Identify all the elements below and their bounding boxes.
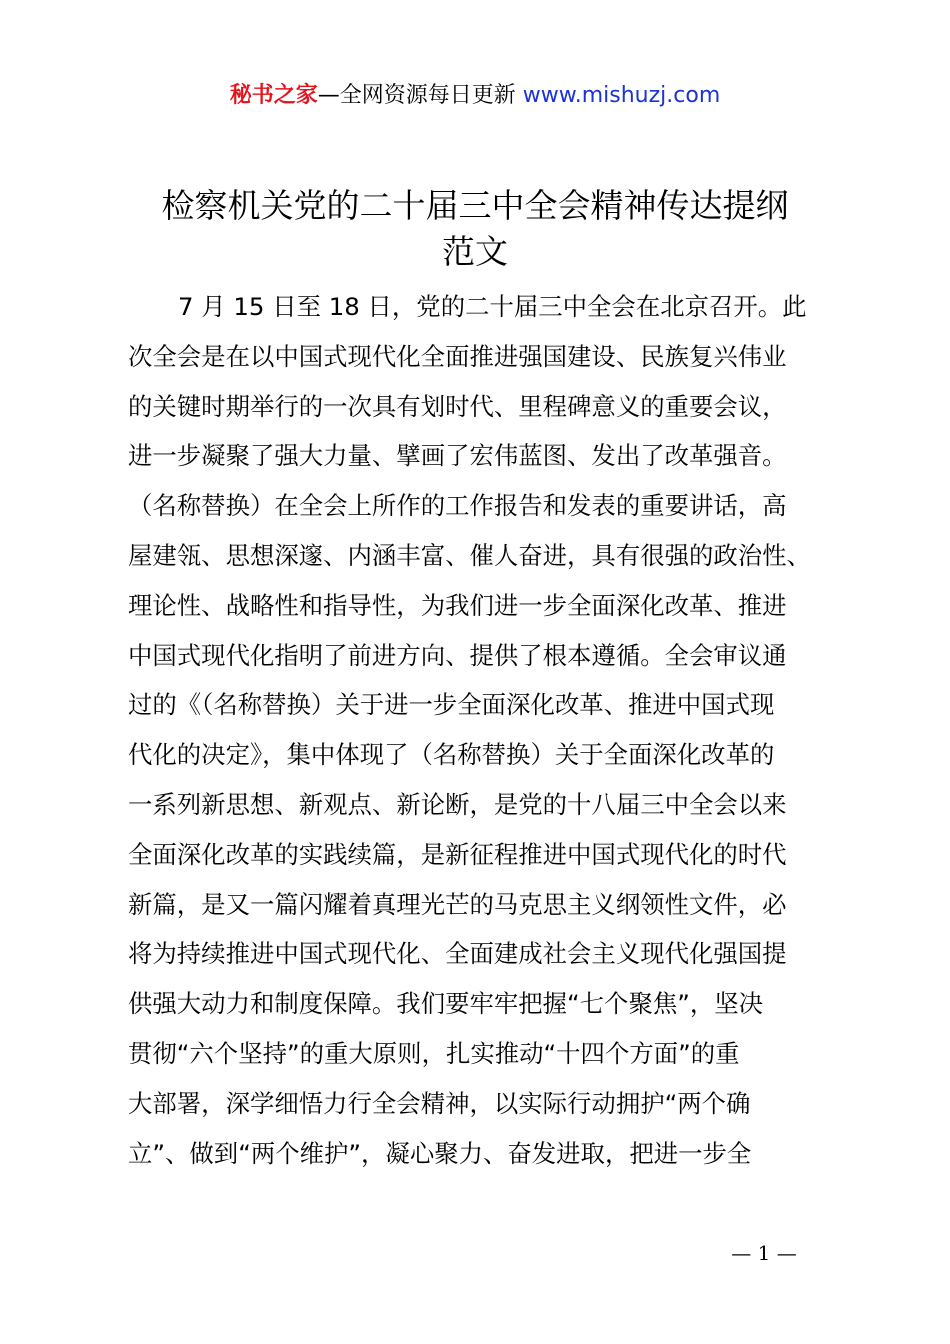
body-line: 的关键时期举行的一次具有划时代、里程碑意义的重要会议， (128, 391, 787, 421)
body-line: 过的《（名称替换）关于进一步全面深化改革、推进中国式现 (128, 690, 775, 720)
document-title (0, 183, 950, 275)
body-line: 7 月 15 日至 18 日，党的二十届三中全会在北京召开。此 (178, 292, 807, 321)
body-line: 新篇，是又一篇闪耀着真理光芒的马克思主义纲领性文件，必 (128, 889, 787, 919)
body-line: 中国式现代化指明了前进方向、提供了根本遵循。全会审议通 (128, 640, 787, 670)
body-line: 代化的决定》，集中体现了（名称替换）关于全面深化改革的 (128, 740, 775, 770)
body-line: 供强大动力和制度保障。我们要牢牢把握“七个聚焦”，坚决 (128, 989, 764, 1019)
document-body (128, 282, 840, 1178)
body-line: 进一步凝聚了强大力量、擘画了宏伟蓝图、发出了改革强音。 (128, 441, 787, 471)
page-number: — 1 — (731, 1241, 797, 1265)
body-line: 将为持续推进中国式现代化、全面建成社会主义现代化强国提 (128, 939, 787, 969)
site-url-link[interactable]: www.mishuzj.com (522, 83, 721, 108)
site-brand: 秘书之家 (229, 83, 318, 108)
document-title-line-2: 范文 (442, 232, 508, 271)
body-line: 次全会是在以中国式现代化全面推进强国建设、民族复兴伟业 (128, 341, 787, 371)
body-line: 一系列新思想、新观点、新论断，是党的十八届三中全会以来 (128, 789, 787, 819)
body-line: 屋建瓴、思想深邃、内涵丰富、催人奋进，具有很强的政治性、 (128, 540, 811, 570)
site-header (0, 80, 950, 112)
body-line: （名称替换）在全会上所作的工作报告和发表的重要讲话，高 (128, 491, 787, 521)
body-line: 理论性、战略性和指导性，为我们进一步全面深化改革、推进 (128, 590, 787, 620)
body-line: 贯彻“六个坚持”的重大原则，扎实推动“十四个方面”的重 (128, 1038, 740, 1068)
document-title-line-1: 检察机关党的二十届三中全会精神传达提纲 (161, 186, 789, 225)
body-line: 大部署，深学细悟力行全会精神，以实际行动拥护“两个确 (128, 1088, 751, 1118)
site-tagline: —全网资源每日更新 (317, 83, 523, 108)
body-line: 全面深化改革的实践续篇，是新征程推进中国式现代化的时代 (128, 839, 787, 869)
body-line: 立”、做到“两个维护”，凝心聚力、奋发进取，把进一步全 (128, 1138, 752, 1168)
